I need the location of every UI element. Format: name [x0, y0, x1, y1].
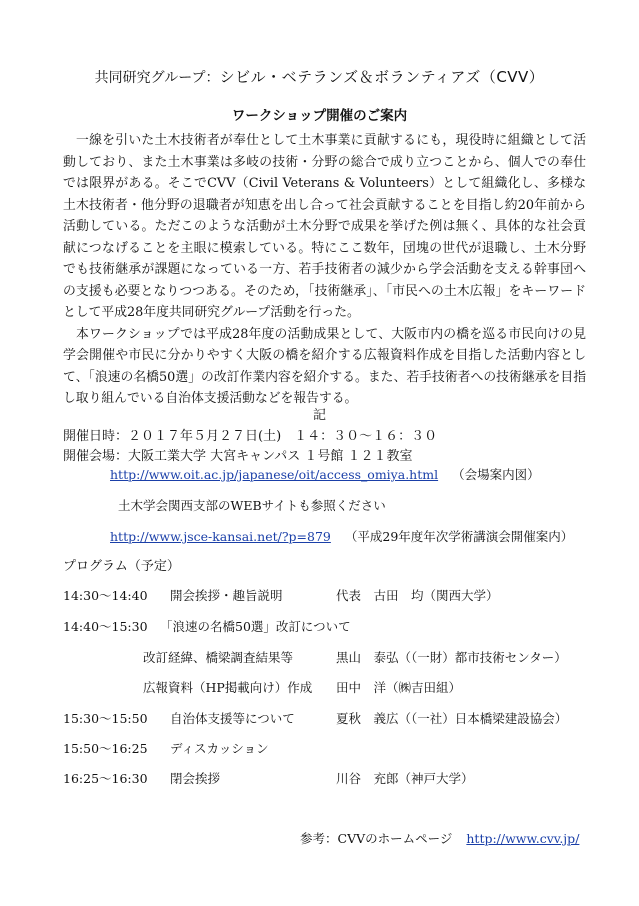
page-title: ワークショップ開催のご案内: [231, 108, 408, 124]
venue-line: [63, 445, 413, 464]
program-speaker: 夏秋 義広（（一社）日本橋梁建設協会）: [336, 711, 568, 726]
program-title: ディスカッション: [170, 741, 269, 756]
program-time: 14:40～15:30: [63, 619, 148, 634]
program-speaker: 代表 古田 均（関西大学）: [336, 588, 499, 603]
program-title: 開会挨拶・趣旨説明: [170, 588, 283, 603]
program-speaker: 田中 洋（㈱吉田組）: [336, 680, 462, 695]
ki-marker: 記: [312, 408, 326, 423]
group-title: [0, 66, 639, 87]
program-title: 広報資料（HP掲載向け）作成: [143, 680, 313, 695]
jsce-link[interactable]: http://www.jsce-kansai.net/?p=879: [110, 529, 331, 544]
paragraph-1: 一線を引いた土木技術者が奉仕として土木事業に貢献するにも，現役時に組織として活動しており、また土木事業は多岐の技術・分野の総合で成り立つことから、個人での奉仕では限界がある。そこでCVV（Civil Veterans & Volunteers）として組織化し、多様な土木技術者・他分野の退職者が知恵を出し合って社会貢献することを目指し約20年前から活動している。ただこのような活動が土木分野で成果を挙げた例は無く、具体的な社会貢献につなげることを主眼に模索している。特にここ数年，団塊の世代が退職し、土木分野でも技術継承が課題になっている一方、若手技術者の減少から学会活動を支える幹事団への支援も必要となりつつある。そのため，「技術継承」、「市民への土木広報」をキーワードとして平成28年度共同研究グループ活動を行った。: [63, 133, 586, 320]
program-heading: プログラム（予定）: [63, 559, 180, 574]
program-time: 15:50～16:25: [63, 741, 148, 756]
program-title: 改訂経緯、橋梁調査結果等: [143, 650, 294, 665]
venue-link-line: [110, 465, 540, 483]
program-speaker: 川谷 充郎（神戸大学）: [336, 771, 474, 786]
program-time: 14:30～14:40: [63, 588, 148, 603]
venue-link-note: （会場案内図）: [452, 467, 540, 482]
program-title: 「浪速の名橋50選」改訂について: [160, 619, 351, 634]
date-line: [63, 425, 437, 444]
venue-label: 開催会場：: [63, 449, 129, 464]
program-time: 16:25～16:30: [63, 771, 148, 786]
group-name: シビル・ベテランズ＆ボランティアズ（CVV）: [219, 68, 545, 86]
jsce-note: 土木学会関西支部のWEBサイトも参照ください: [118, 498, 386, 513]
jsce-link-line: [110, 527, 573, 545]
date-label: 開催日時：: [63, 429, 129, 444]
body-text: [63, 130, 586, 410]
footer-label: 参考：CVVのホームページ: [300, 831, 453, 846]
program-title: 自治体支援等について: [170, 711, 295, 726]
venue-value: 大阪工業大学 大宮キャンパス １号館 １２１教室: [128, 449, 413, 464]
program-time: 15:30～15:50: [63, 711, 148, 726]
paragraph-2: 本ワークショップでは平成28年度の活動成果として、大阪市内の橋を巡る市民向けの見学会開催や市民に分かりやすく大阪の橋を紹介する広報資料作成を目指した活動内容として、「浪速の名橋50選」の改訂作業内容を紹介する。また、若手技術者への技術継承を目指し取り組んでいる自治体支援活動などを報告する。: [63, 326, 586, 406]
program-speaker: 黒山 泰弘（（一財）都市技術センター）: [336, 650, 567, 665]
footer: [300, 829, 579, 847]
program-title: 閉会挨拶: [170, 771, 221, 786]
group-prefix: 共同研究グループ：: [94, 70, 220, 86]
jsce-link-note: （平成29年度年次学術講演会開催案内）: [344, 529, 574, 544]
date-value: ２０１７年５月２７日(土) １４：３０～１６：３０: [128, 429, 438, 444]
cvv-homepage-link[interactable]: http://www.cvv.jp/: [466, 831, 580, 846]
venue-link[interactable]: http://www.oit.ac.jp/japanese/oit/access_omiya.html: [110, 467, 439, 482]
